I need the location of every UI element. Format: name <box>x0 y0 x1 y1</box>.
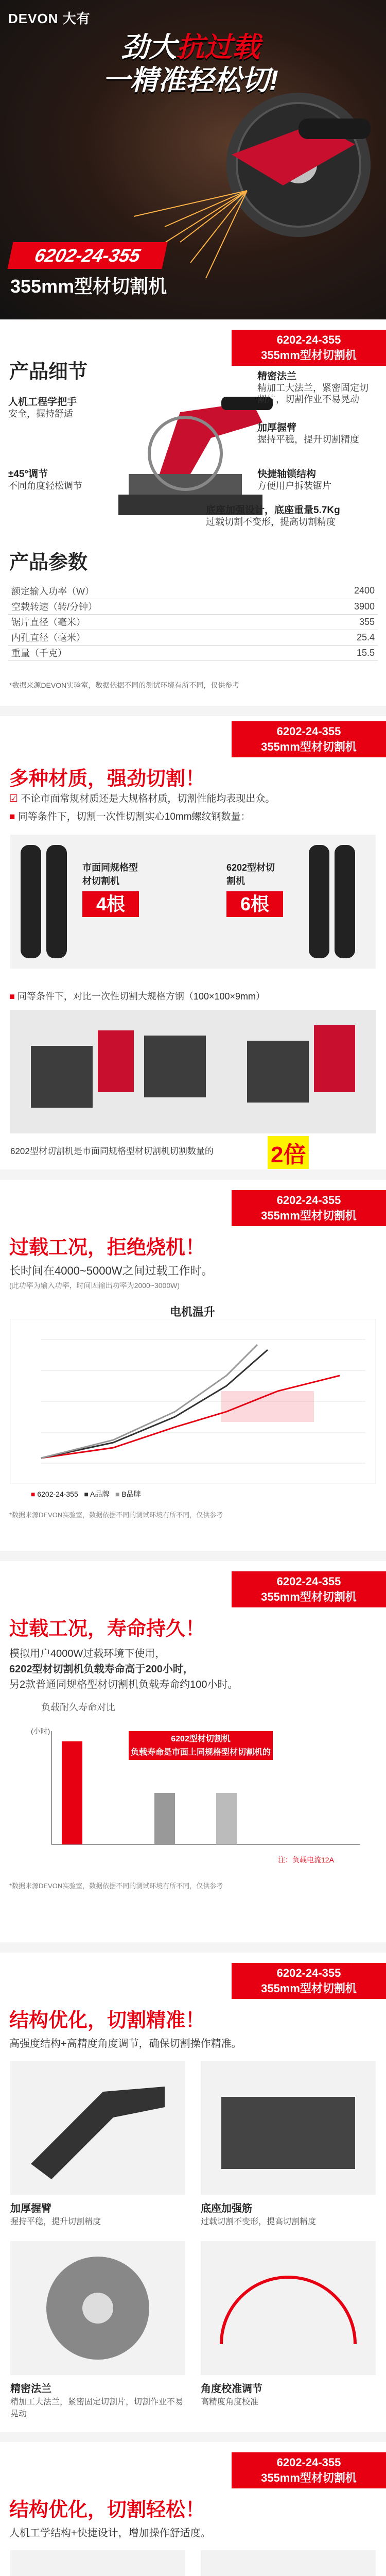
feature-arm: 加厚握臂 握持平稳，提升切割精度 <box>10 2203 101 2226</box>
base-image <box>201 2061 376 2195</box>
flange-image <box>10 2241 185 2375</box>
overload-legend: ■ 6202-24-355 ■ A品牌 ■ B品牌 <box>31 1490 141 1498</box>
overload-section <box>0 1180 386 1607</box>
y-axis-unit: (小时) <box>31 1727 50 1735</box>
model-ribbon: 6202-24-355 355mm型材切割机 <box>232 1963 386 1999</box>
overload-title: 过载工况，拒绝烧机！ <box>9 1237 205 1259</box>
arm-image <box>10 2061 185 2195</box>
params-title: 产品参数 <box>9 552 88 573</box>
durability-callout: 6202型材切割机 负载寿命是市面上同规格型材切割机的2倍以上 <box>129 1731 273 1760</box>
precision-line1: 高强度结构+高精度角度调节，确保切割操作精准。 <box>9 2038 242 2049</box>
divider <box>0 1551 386 1561</box>
easy-line1: 人机工学结构+快捷设计，增加操作舒适度。 <box>9 2528 211 2539</box>
callout-flange: 精密法兰 精加工大法兰，紧密固定切割片，切割作业不易晃动 <box>257 371 369 404</box>
divider <box>0 1170 386 1180</box>
compare-multiplier: 2倍 <box>268 1136 309 1169</box>
params-note: *数据来源DEVON实验室，数据依据不同的测试环境有所不同，仅供参考 <box>9 681 240 689</box>
model-ribbon: 6202-24-355 355mm型材切割机 <box>232 2452 386 2488</box>
material-point3: ■ 同等条件下，对比一次性切割大规格方钢（100×100×9mm） <box>9 991 265 1002</box>
callout-base: 底座加强设计，底座重量5.7Kg 过载切割不变形，提高切割精度 <box>206 505 340 527</box>
angle-image <box>201 2241 376 2375</box>
material-title: 多种材质，强劲切割！ <box>9 768 205 790</box>
easy-section <box>0 2442 386 2576</box>
durability-title: 过载工况，寿命持久！ <box>9 1618 205 1640</box>
product-details-section <box>0 319 386 536</box>
divider <box>0 1942 386 1953</box>
feature-angle: 角度校准调节 高精度角度校准 <box>201 2383 262 2406</box>
hero-headline: 劲大抗过载 一精准轻松切! <box>102 32 278 96</box>
left-count: 4根 <box>82 891 139 917</box>
callout-handle: 人机工程学把手 安全，握持舒适 <box>8 397 77 419</box>
brand-logo[interactable]: DEVON 大有 <box>8 11 91 26</box>
hero-banner <box>0 0 386 319</box>
table-row: 空载转速（转/分钟） 3900 <box>8 599 378 614</box>
durability-footnote: 注：负载电流12A <box>278 1856 334 1864</box>
overload-line2: (此功率为输入功率，时间因输出功率为2000~3000W) <box>9 1281 180 1290</box>
model-ribbon: 6202-24-355 355mm型材切割机 <box>232 721 386 757</box>
easy-features-image <box>10 2550 376 2576</box>
callout-angle: ±45°调节 不同角度轻松调节 <box>8 469 82 491</box>
square-steel-image <box>10 1010 376 1133</box>
durability-text: 模拟用户4000W过载环境下使用， 6202型材切割机负载寿命高于200小时， 另2款普通同规格型材切割机负载寿命约100小时。 <box>9 1648 238 1690</box>
overload-note: *数据来源DEVON实验室，数据依据不同的测试环境有所不同，仅供参考 <box>9 1511 223 1519</box>
durability-section <box>0 1561 386 1953</box>
feature-base: 底座加强筋 过载切割不变形，提高切割精度 <box>201 2203 317 2226</box>
model-ribbon: 6202-24-355 355mm型材切割机 <box>232 330 386 366</box>
params-table <box>8 583 378 661</box>
precision-title: 结构优化，切割精准！ <box>9 2010 205 2031</box>
right-count: 6根 <box>226 891 283 917</box>
durability-chart-title: 负载耐久寿命对比 <box>41 1702 115 1713</box>
left-label: 市面同规格型材切割机 <box>82 862 138 886</box>
overload-line1: 长时间在4000~5000W之间过载工作时。 <box>9 1264 213 1277</box>
rebar-comparison-image <box>10 835 376 969</box>
callout-arm: 加厚握臂 握持平稳，提升切割精度 <box>257 422 359 445</box>
model-ribbon: 6202-24-355 355mm型材切割机 <box>232 1190 386 1226</box>
durability-note: *数据来源DEVON实验室，数据依据不同的测试环境有所不同，仅供参考 <box>9 1882 223 1890</box>
divider <box>0 2432 386 2442</box>
details-title: 产品细节 <box>9 361 88 383</box>
table-row: 内孔直径（毫米） 25.4 <box>8 630 378 645</box>
divider <box>0 706 386 716</box>
easy-title: 结构优化，切割轻松！ <box>9 2499 205 2521</box>
table-row: 重量（千克） 15.5 <box>8 645 378 660</box>
model-ribbon: 6202-24-355 355mm型材切割机 <box>232 1571 386 1607</box>
table-row: 额定输入功率（W） 2400 <box>8 583 378 599</box>
hero-subtitle: 355mm型材切割机 <box>10 276 167 297</box>
feature-flange: 精密法兰 精加工大法兰，紧密固定切割片，切割作业不易晃动 <box>10 2383 184 2418</box>
hero-model-badge: 6202-24-355 <box>7 242 167 269</box>
overload-chart-title: 电机温升 <box>170 1306 216 1318</box>
compare-text: 6202型材切割机是市面同规格型材切割机切割数量的 <box>10 1146 214 1156</box>
material-point1: ☑ 不论市面常规材质还是大规格材质，切割性能均表现出众。 <box>9 793 275 804</box>
callout-spindle-lock: 快捷轴锁结构 方便用户拆装锯片 <box>257 469 331 491</box>
motor-temperature-chart <box>10 1319 376 1484</box>
material-point2: ■ 同等条件下，切割一次性切割实心10mm螺纹钢数量： <box>9 811 251 822</box>
table-row: 锯片直径（毫米） 355 <box>8 614 378 630</box>
right-label: 6202型材切割机 <box>226 862 275 886</box>
